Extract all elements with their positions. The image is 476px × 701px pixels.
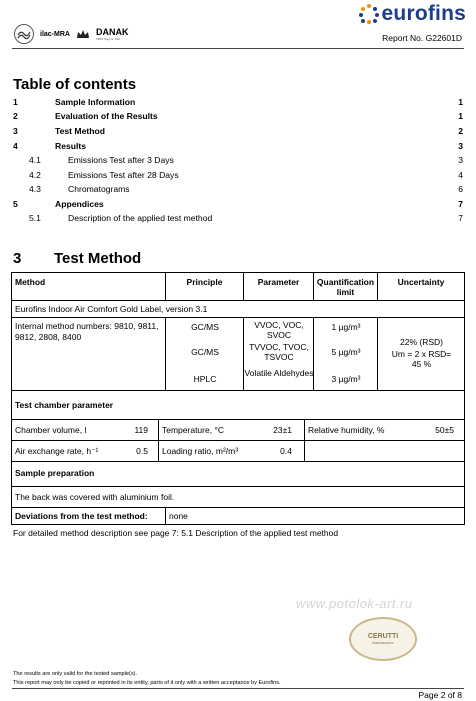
parameter-value: VVOC, VOC, SVOC bbox=[254, 320, 304, 340]
cerutti-stamp-logo bbox=[349, 617, 417, 661]
toc-heading: Table of contents bbox=[13, 76, 137, 93]
toc-num: 1 bbox=[13, 97, 18, 107]
report-number: Report No. G22601D bbox=[382, 33, 462, 43]
section-title: Test Method bbox=[54, 250, 142, 267]
loading-ratio-value: 0.4 bbox=[280, 446, 292, 456]
parameter-value: TVVOC, TVOC, TSVOC bbox=[249, 342, 309, 362]
section-number: 3 bbox=[13, 250, 22, 267]
toc-title: Test Method bbox=[55, 126, 105, 136]
table-row bbox=[11, 420, 465, 441]
temperature-label: Temperature, °C bbox=[162, 425, 224, 435]
ilac-logo-icon bbox=[14, 24, 34, 44]
toc-page: 6 bbox=[458, 184, 463, 194]
principle-cell bbox=[165, 318, 243, 390]
danak-subtext: TEST Reg.nr. 522 bbox=[95, 36, 120, 41]
table-row bbox=[11, 301, 465, 318]
ilac-text: ilac-MRA bbox=[40, 30, 70, 38]
toc-entry[interactable] bbox=[13, 111, 463, 125]
toc-title: Emissions Test after 3 Days bbox=[68, 155, 174, 165]
chamber-volume-label: Chamber volume, l bbox=[15, 425, 87, 435]
table-section-row bbox=[11, 462, 465, 487]
limit-value: 5 µg/m³ bbox=[331, 347, 361, 357]
footer-validity-note: The results are only valid for the tested sample(s). bbox=[13, 671, 138, 677]
parameter-value: Volatile Aldehydes bbox=[244, 368, 314, 378]
exchange-rate-label: Air exchange rate, h⁻¹ bbox=[15, 446, 99, 456]
toc-num: 3 bbox=[13, 126, 18, 136]
uncertainty-cell bbox=[377, 318, 464, 390]
toc-title: Results bbox=[55, 141, 87, 151]
toc-entry[interactable] bbox=[13, 141, 463, 155]
deviations-value: none bbox=[165, 508, 188, 524]
toc-title: Emissions Test after 28 Days bbox=[68, 170, 179, 180]
toc-num: 4.2 bbox=[29, 170, 41, 180]
danak-text: DANAK bbox=[95, 26, 129, 37]
toc-num: 5.1 bbox=[29, 213, 41, 223]
toc-entry[interactable] bbox=[13, 126, 463, 140]
toc-title: Evaluation of the Results bbox=[55, 111, 158, 121]
table-section-row bbox=[11, 391, 465, 420]
stamp-line1: CERUTTI bbox=[367, 633, 399, 640]
col-header-principle: Principle bbox=[165, 273, 243, 300]
method-description-note: For detailed method description see page 7: 5.1 Description of the applied test method bbox=[13, 528, 339, 538]
loading-ratio-cell bbox=[158, 441, 304, 461]
accreditation-logos bbox=[14, 24, 128, 44]
eurofins-logo bbox=[359, 2, 466, 26]
toc-page: 1 bbox=[458, 111, 463, 121]
col-header-uncertainty: Uncertainty bbox=[377, 273, 464, 300]
toc-entry[interactable] bbox=[13, 97, 463, 111]
humidity-cell bbox=[304, 420, 464, 440]
chamber-parameter-heading: Test chamber parameter bbox=[15, 400, 114, 410]
toc-page: 7 bbox=[458, 199, 463, 209]
principle-value: HPLC bbox=[193, 374, 217, 384]
table-row bbox=[11, 487, 465, 508]
stamp-line2: Baldassarre bbox=[372, 640, 394, 645]
exchange-rate-value: 0.5 bbox=[136, 446, 148, 456]
danak-logo bbox=[96, 28, 129, 41]
danak-crown-icon bbox=[76, 29, 90, 39]
sample-prep-heading: Sample preparation bbox=[15, 468, 95, 478]
sample-prep-text: The back was covered with aluminium foil. bbox=[15, 492, 175, 502]
toc-title: Sample Information bbox=[55, 97, 136, 107]
uncertainty-um: Um = 2 x RSD= 45 % bbox=[391, 349, 452, 369]
toc-title: Description of the applied test method bbox=[68, 213, 213, 223]
toc-page: 7 bbox=[458, 213, 463, 223]
toc-entry[interactable] bbox=[13, 213, 463, 227]
toc-page: 3 bbox=[458, 141, 463, 151]
humidity-value: 50±5 bbox=[435, 425, 454, 435]
eurofins-dots-icon bbox=[359, 4, 379, 24]
col-header-parameter: Parameter bbox=[243, 273, 313, 300]
chamber-volume-value: 119 bbox=[134, 425, 148, 435]
limit-value: 1 µg/m³ bbox=[331, 322, 361, 332]
principle-value: GC/MS bbox=[191, 347, 219, 357]
toc-num: 4.3 bbox=[29, 184, 41, 194]
toc-entry[interactable] bbox=[13, 155, 463, 169]
col-header-quantification: Quantification limit bbox=[313, 273, 377, 300]
toc-title: Chromatograms bbox=[68, 184, 130, 194]
header-divider bbox=[12, 48, 464, 49]
toc-title: Appendices bbox=[55, 199, 104, 209]
toc-num: 4 bbox=[13, 141, 18, 151]
toc-num: 5 bbox=[13, 199, 18, 209]
uncertainty-rsd: 22% (RSD) bbox=[400, 337, 443, 347]
table-row bbox=[11, 441, 465, 462]
watermark-text: www.potolok-art.ru bbox=[296, 596, 413, 611]
internal-method-numbers: Internal method numbers: 9810, 9811, 9812, 2808, 8400 bbox=[15, 321, 159, 342]
principle-value: GC/MS bbox=[191, 322, 219, 332]
table-row bbox=[11, 508, 465, 525]
limit-value: 3 µg/m³ bbox=[331, 374, 361, 384]
table-header-row bbox=[11, 272, 465, 301]
label-version-text: Eurofins Indoor Air Comfort Gold Label, version 3.1 bbox=[15, 304, 208, 314]
temperature-value: 23±1 bbox=[273, 425, 292, 435]
toc-num: 4.1 bbox=[29, 155, 41, 165]
toc-page: 3 bbox=[458, 155, 463, 165]
toc-entry[interactable] bbox=[13, 184, 463, 198]
empty-cell bbox=[304, 441, 464, 461]
footer-copy-note: This report may only be copied or reprinted in its entity, parts of it only with a written acceptance by Eurofins. bbox=[13, 680, 281, 686]
toc-page: 1 bbox=[458, 97, 463, 107]
toc-num: 2 bbox=[13, 111, 18, 121]
brand-name: eurofins bbox=[381, 2, 466, 25]
toc-entry[interactable] bbox=[13, 199, 463, 213]
footer-divider bbox=[12, 688, 464, 689]
loading-ratio-label: Loading ratio, m²/m³ bbox=[162, 446, 239, 456]
toc-page: 4 bbox=[458, 170, 463, 180]
toc-entry[interactable] bbox=[13, 170, 463, 184]
col-header-method: Method bbox=[15, 277, 46, 287]
table-row bbox=[11, 318, 465, 391]
parameter-cell bbox=[243, 318, 313, 390]
page-number: Page 2 of 8 bbox=[418, 690, 462, 700]
temperature-cell bbox=[158, 420, 304, 440]
toc-page: 2 bbox=[458, 126, 463, 136]
limit-cell bbox=[313, 318, 377, 390]
humidity-label: Relative humidity, % bbox=[308, 425, 385, 435]
deviations-label: Deviations from the test method: bbox=[15, 511, 148, 521]
